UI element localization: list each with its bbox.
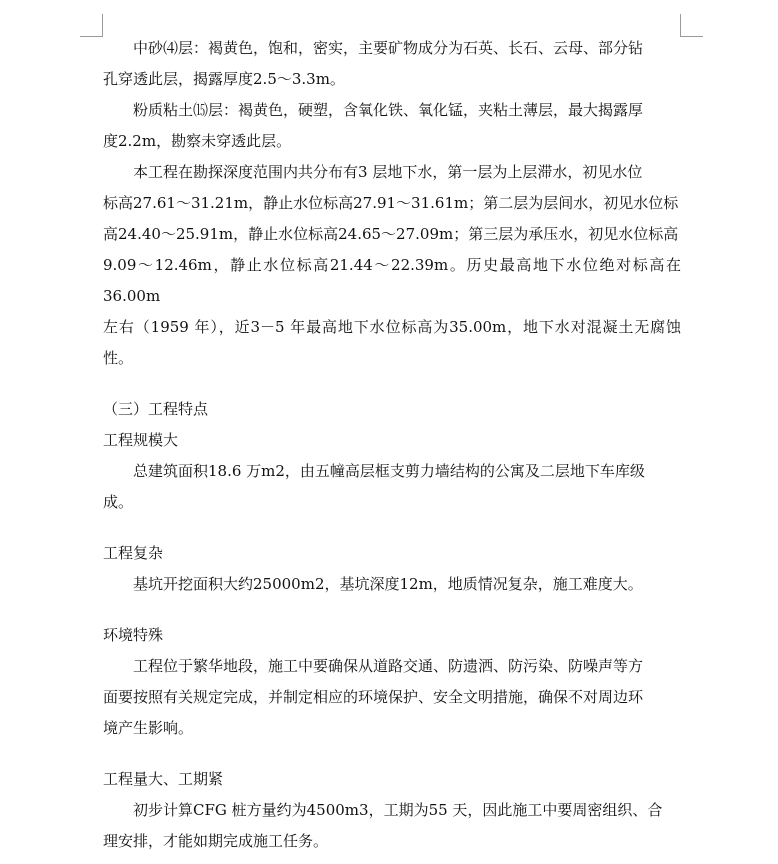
page-corner-mark-right — [680, 14, 703, 37]
subheading: 工程规模大 — [103, 431, 179, 449]
spacer — [103, 374, 681, 394]
paragraph: 工程位于繁华地段，施工中要确保从道路交通、防遗洒、防污染、防噪声等方 面要按照有关规定完成，并制定相应的环境保护、安全文明措施，确保不对周边环 境产生影响。 — [103, 657, 644, 737]
spacer — [103, 744, 681, 764]
document-page — [103, 33, 681, 857]
subheading: 工程量大、工期紧 — [103, 770, 224, 788]
paragraph: 总建筑面积18.6 万m2，由五幢高层框支剪力墙结构的公寓及二层地下车库级 成。 — [103, 462, 645, 511]
spacer — [103, 600, 681, 620]
spacer — [103, 518, 681, 538]
paragraph: 粉质粘土⒂层：褐黄色，硬塑，含氧化铁、氧化锰，夹粘土薄层，最大揭露厚 度2.2m，勘察未穿透此层。 — [103, 101, 644, 150]
page-corner-mark-left — [80, 14, 103, 37]
paragraph: 初步计算CFG 桩方量约为4500m3，工期为55 天，因此施工中要周密组织、合 理安排，才能如期完成施工任务。 — [103, 801, 663, 850]
paragraph: 本工程在勘探深度范围内共分布有3 层地下水，第一层为上层滞水，初见水位 标高27.61～31.21m，静止水位标高27.91～31.61m；第二层为层间水，初见水位标 高24.40～25.91m，静止水位标高24.65～27.09m；第三层为承压水，初见水位标高 9.09～12.46m，静止水位标高21.44～22.39m。历史最高地下水位绝对标高在36.00m 左右（1959 年），近3－5 年最高地下水位标高为35.00m，地下水对混凝土无腐蚀性。 — [103, 163, 681, 367]
subheading: 工程复杂 — [103, 544, 164, 562]
section-heading: （三）工程特点 — [103, 400, 209, 418]
subheading: 环境特殊 — [103, 626, 164, 644]
paragraph: 基坑开挖面积大约25000m2，基坑深度12m，地质情况复杂，施工难度大。 — [133, 575, 643, 593]
paragraph: 中砂⑷层：褐黄色，饱和，密实，主要矿物成分为石英、长石、云母、部分钻 孔穿透此层，揭露厚度2.5～3.3m。 — [103, 39, 644, 88]
